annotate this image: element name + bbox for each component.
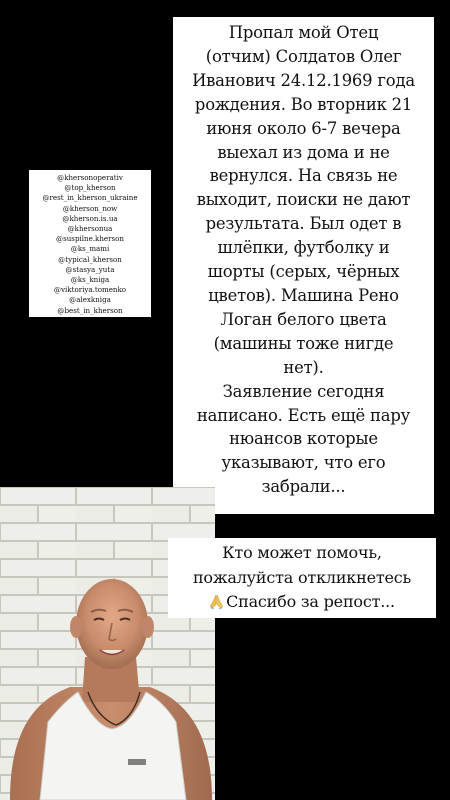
main-text-line: Логан белого цвета bbox=[220, 309, 387, 329]
tag-mention[interactable]: @ks_kniga bbox=[70, 275, 110, 285]
tagged-accounts-sticker bbox=[29, 170, 151, 317]
tag-mention[interactable]: @typical_kherson bbox=[58, 254, 122, 264]
tag-mention[interactable]: @rest_in_kherson_ukraine bbox=[42, 193, 138, 203]
tag-mention[interactable]: @kherson.is.ua bbox=[62, 213, 118, 223]
main-text-line: шлёпки, футболку и bbox=[217, 238, 390, 258]
main-text-line: июня около 6-7 вечера bbox=[206, 118, 401, 138]
main-text-line: выходит, поиски не дают bbox=[196, 190, 411, 210]
main-text-line: написано. Есть ещё пару bbox=[196, 405, 411, 425]
tag-mention[interactable]: @khersonoperativ bbox=[57, 173, 123, 182]
tag-mention[interactable]: @top_kherson bbox=[64, 183, 116, 193]
tag-mention[interactable]: @khersonua bbox=[67, 224, 113, 234]
plea-line-3-wrapper bbox=[172, 590, 432, 615]
tag-mention[interactable]: @suspilne.kherson bbox=[56, 234, 124, 244]
tag-mention[interactable]: @viktoriya.tomenko bbox=[53, 285, 127, 295]
tag-mention[interactable]: @best_in_kherson bbox=[57, 305, 123, 315]
tag-mention[interactable]: @alexkniga bbox=[69, 295, 111, 305]
tag-mention[interactable]: @stasya_yuta bbox=[65, 264, 115, 274]
missing-person-text-card bbox=[173, 17, 434, 514]
main-text-line: (отчим) Солдатов Олег bbox=[205, 46, 402, 66]
plea-text-card bbox=[168, 538, 436, 618]
folded-hands-icon bbox=[209, 594, 224, 609]
main-text-line: (машины тоже нигде bbox=[213, 333, 394, 353]
main-text-line: шорты (серых, чёрных bbox=[207, 262, 400, 282]
main-text-line: результата. Был одет в bbox=[205, 214, 402, 234]
main-text-line: нюансов которые bbox=[229, 429, 378, 449]
main-text-line: нет). bbox=[283, 357, 324, 377]
main-text-line: Заявление сегодня bbox=[222, 381, 385, 401]
main-text-line: цветов). Машина Рено bbox=[208, 285, 399, 305]
plea-line-2: пожалуйста откликнетесь bbox=[192, 567, 412, 587]
main-text-line: указывают, что его bbox=[221, 453, 386, 473]
tag-mention[interactable]: @ks_mami bbox=[70, 244, 110, 254]
main-text-line: рождения. Во вторник 21 bbox=[194, 94, 413, 114]
main-text-line: забрали... bbox=[261, 477, 346, 497]
tag-mention[interactable]: @kherson_now bbox=[62, 203, 118, 213]
main-text-line: Иванович 24.12.1969 года bbox=[192, 70, 415, 90]
main-text-line: выехал из дома и не bbox=[217, 142, 390, 162]
person-photo bbox=[0, 487, 215, 800]
plea-line-3: Спасибо за репост... bbox=[226, 592, 395, 611]
main-text-line: вернулся. На связь не bbox=[209, 166, 398, 186]
plea-line-1: Кто может помочь, bbox=[222, 543, 382, 562]
main-text-line: Пропал мой Отец bbox=[228, 23, 379, 42]
